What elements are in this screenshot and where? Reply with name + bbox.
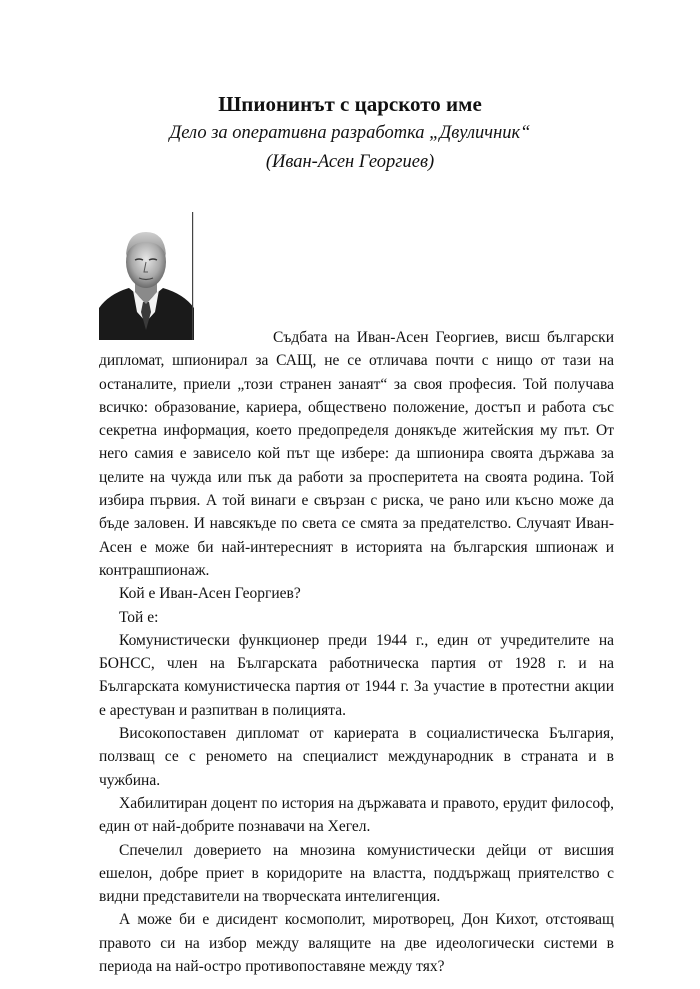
document-title: Шпионинът с царското име [218,92,482,116]
paragraph-6: Хабилитиран доцент по история на държавата и правото, ерудит философ, един от най-добрите познавачи на Хегел. [99,794,614,836]
document-subtitle-line1: Дело за оперативна разработка „Двуличник“ [169,123,531,143]
paragraph-8: А може би е дисидент космополит, миротворец, Дон Кихот, отстояващ правото си на избор между валящите на две идеологически системи в периода на най-остро противопоставяне между тях? [99,911,614,976]
paragraph-7: Спечелил доверието на мнозина комунистически дейци от висшия ешелон, добре приет в коридорите на властта, поддържащ приятелство с видни представители на творческата интелигенция. [99,841,614,906]
paragraph-3: Той е: [119,608,159,626]
portrait-photo [99,212,194,340]
document-body [99,326,614,978]
paragraph-1: Съдбата на Иван-Асен Георгиев, висш български дипломат, шпионирал за САЩ, не се отличава почти с нищо от тази на останалите, приели „този странен занаят“ за своя професия. Той получава всичко: образование, кариера, обществено положение, достъп и работа със секретна информация, което предопределя донякъде житейския му път. От него самия е зависело кой път ще избере: да шпионира своята държава за целите на чужда или пък да работи за просперитета на своята родина. Той избира първия. А той винаги е свързан с риска, че рано или късно може да бъде заловен. И навсякъде по света се смята за предателство. Случаят Иван-Асен е може би най-интересният в историята на българския шпионаж и контрашпионаж. [99,329,614,579]
paragraph-5: Високопоставен дипломат от кариерата в социалистическа България, ползващ се с реномето на специалист международник в страната и в чужбина. [99,725,614,789]
paragraph-2: Кой е Иван-Асен Георгиев? [119,585,301,603]
document-subtitle-line2: (Иван-Асен Георгиев) [265,152,435,172]
paragraph-4: Комунистически функционер преди 1944 г., един от учредителите на БОНСС, член на Българската работническа партия от 1928 г. и на Българската комунистическа партия от 1944 г. За участие в протестни акции е арестуван и разпитван в полицията. [99,631,614,719]
